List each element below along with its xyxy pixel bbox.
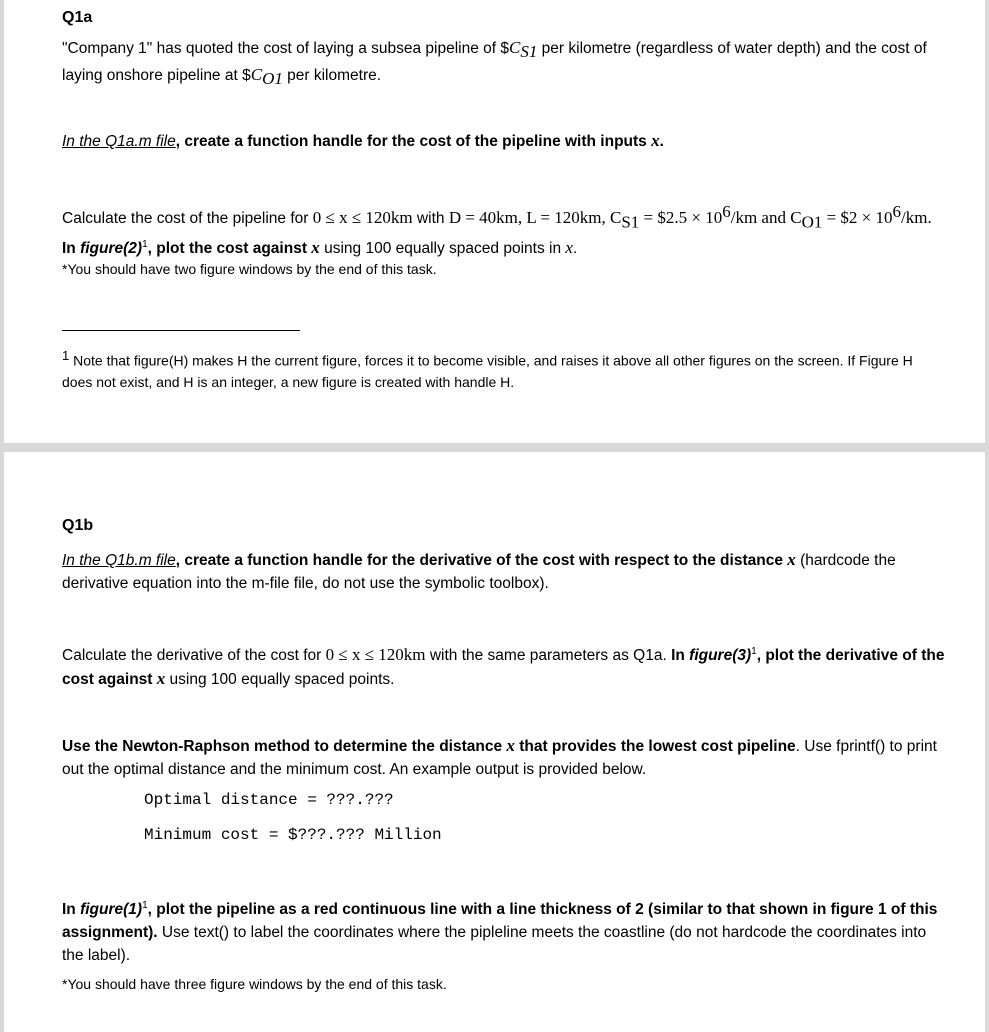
figure-ref: figure(1) — [80, 901, 143, 919]
text: In — [671, 647, 690, 665]
text: In — [62, 901, 81, 919]
footnote-ref: 1 — [751, 646, 757, 657]
math-x: x — [651, 131, 660, 150]
q1a-note: *You should have two figure windows by the end of this task. — [62, 261, 437, 277]
text: In — [62, 240, 81, 258]
q1b-paragraph-4 — [62, 894, 945, 967]
math-sub: S1 — [520, 42, 538, 62]
text: using 100 equally spaced points in — [319, 240, 566, 258]
footnote-ref: 1 — [142, 900, 148, 911]
text: Calculate the derivative of the cost for — [62, 647, 326, 665]
math-cs1: C — [509, 38, 521, 57]
text: , plot the derivative of the cost against — [62, 647, 945, 689]
math-sub: S1 — [621, 212, 640, 232]
text: using 100 equally spaced points. — [165, 671, 395, 689]
footnote-divider — [62, 330, 300, 331]
page-2 — [4, 452, 985, 1032]
text: with the same parameters as Q1a. — [425, 647, 672, 665]
text: (hardcode the derivative equation into the m-file file, do not use the symbolic toolbox). — [62, 552, 896, 592]
q1b-paragraph-1 — [62, 548, 945, 595]
math-unit: /km and C — [730, 208, 802, 228]
math-sub: O1 — [801, 212, 823, 232]
q1b-file-link[interactable]: In the Q1b.m file — [62, 552, 176, 569]
math-exp: 6 — [892, 202, 902, 221]
math-value: = $2.5 × 10 — [639, 208, 723, 228]
math-x: x — [506, 736, 515, 755]
figure-ref: figure(3) — [689, 647, 752, 665]
text: , create a function handle for the cost of the pipeline with inputs — [175, 133, 652, 150]
text: Use text() to label the coordinates where the pipleline meets the coastline (do not hardcode the coordinates into the label). — [62, 924, 927, 965]
text: Calculate the cost of the pipeline for — [62, 210, 313, 228]
math-value: = $2 × 10 — [822, 208, 893, 228]
q1b-paragraph-2 — [62, 640, 945, 691]
text: . — [659, 133, 664, 150]
page-1 — [4, 0, 985, 443]
math-x: x — [787, 550, 796, 569]
q1a-file-link[interactable]: In the Q1a.m file — [62, 133, 176, 150]
math-sub: O1 — [262, 69, 283, 89]
text: Use the Newton-Raphson method to determine the distance — [62, 738, 507, 755]
footnote-ref: 1 — [142, 239, 148, 251]
footnote-mark: 1 — [62, 348, 70, 363]
math-range: 0 ≤ x ≤ 120km — [312, 208, 413, 228]
text: , plot the cost against — [147, 240, 312, 258]
math-exp: 6 — [722, 202, 731, 221]
text: per kilometre (regardless of water depth) and the cost of laying onshore pipeline at $ — [62, 40, 927, 85]
math-x: x — [156, 669, 166, 689]
math-unit: /km. — [901, 208, 932, 228]
q1b-heading: Q1b — [62, 517, 94, 534]
q1a-paragraph-3 — [62, 200, 945, 260]
text: , create a function handle for the derivative of the cost with respect to the distance — [175, 552, 788, 569]
text: "Company 1" has quoted the cost of laying a subsea pipeline of $ — [62, 40, 510, 57]
q1b-paragraph-3 — [62, 734, 945, 781]
q1a-paragraph-1 — [62, 36, 945, 90]
math-x: x — [311, 238, 320, 258]
math-x: x — [565, 238, 573, 258]
text: . Use fprintf() to print out the optimal distance and the minimum cost. An example output is provided below. — [62, 738, 937, 778]
code-line-minimum-cost: Minimum cost = $???.??? Million — [144, 826, 442, 844]
text: per kilometre. — [282, 67, 382, 85]
footnote-text: Note that figure(H) makes H the current figure, forces it to become visible, and raises it above all other figures on the screen. If Figure H does not exist, and H is an integer, a new figure is created with handle H. — [62, 352, 913, 390]
text: . — [572, 240, 578, 258]
math-co1: C — [250, 65, 263, 85]
footnote — [62, 345, 945, 393]
text: , plot the pipeline as a red continuous line with a line thickness of 2 (similar to that shown in figure 1 of this assignment). — [62, 901, 938, 942]
q1a-paragraph-2 — [62, 129, 945, 153]
q1a-heading: Q1a — [62, 9, 93, 26]
text: with — [412, 210, 449, 228]
figure-ref: figure(2) — [80, 240, 143, 258]
q1b-note: *You should have three figure windows by the end of this task. — [62, 976, 447, 992]
text: that provides the lowest cost pipeline — [514, 738, 796, 755]
math-range: 0 ≤ x ≤ 120km — [325, 645, 426, 665]
code-line-optimal-distance: Optimal distance = ???.??? — [144, 791, 394, 809]
math-params: D = 40km, L = 120km, C — [448, 208, 622, 228]
